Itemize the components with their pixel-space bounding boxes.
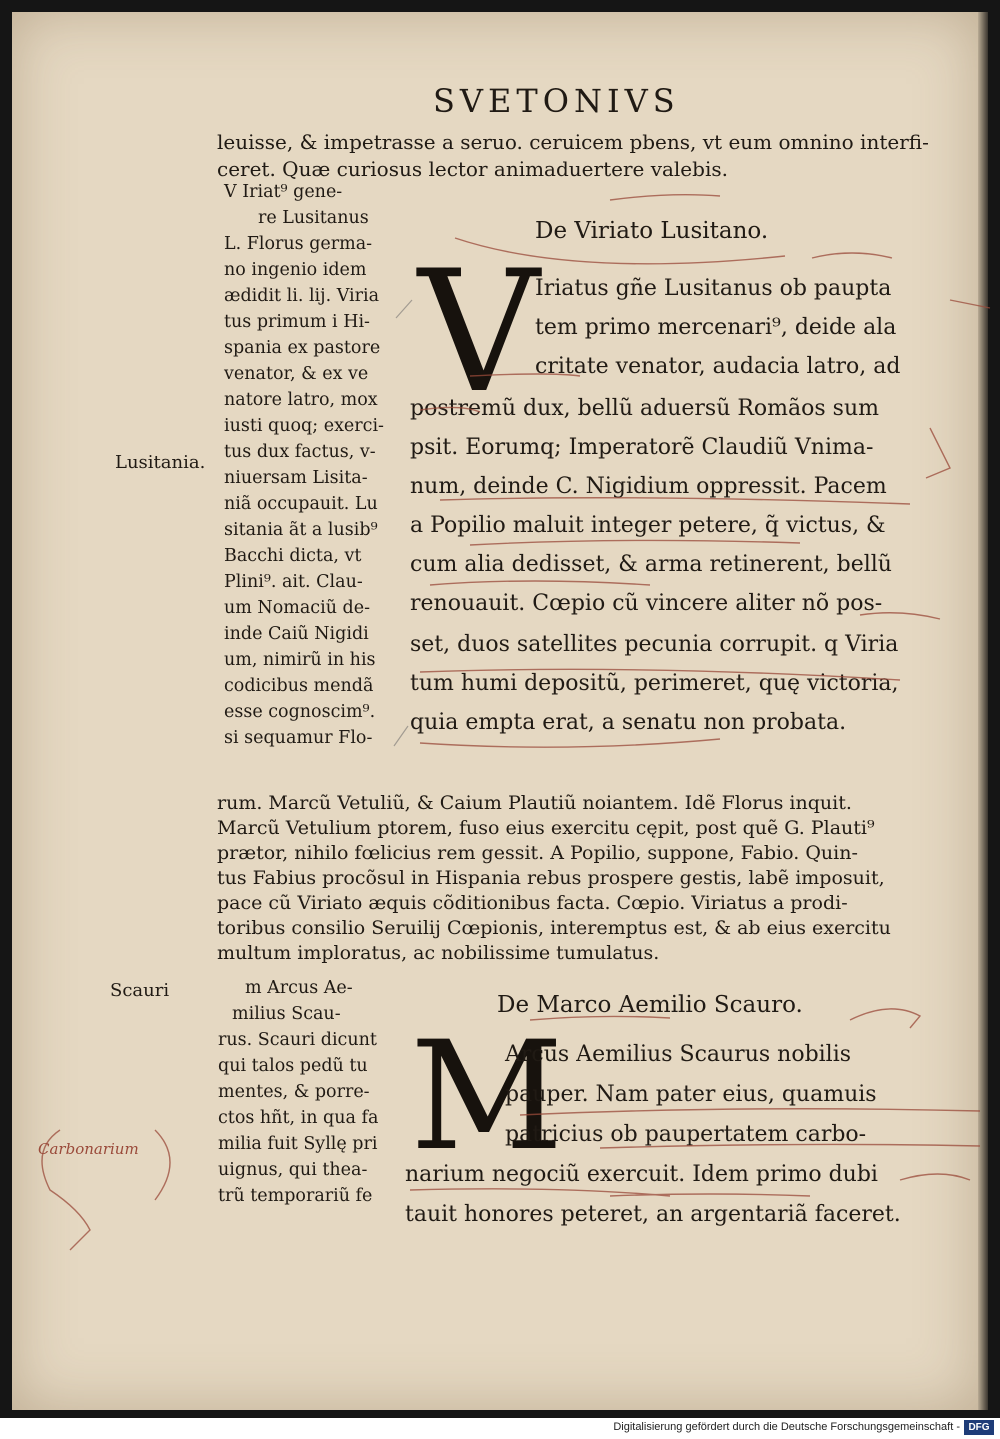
commentary-line: Bacchi dicta, vt [224,546,362,566]
commentary-line: spania ex pastore [224,338,381,358]
main-text-line: a Popilio maluit integer petere, q̃ victus, & [410,513,886,538]
commentary-line: esse cognoscim⁹. [224,702,376,722]
commentary-line: no ingenio idem [224,260,367,280]
margin-note-lusitania: Lusitania. [115,452,206,473]
commentary-line: qui talos pedũ tu [218,1056,368,1076]
commentary-line: milia fuit Syllę pri [218,1134,378,1154]
main-text-line: Iriatus gñe Lusitanus ob paupta [535,276,892,301]
main-text-line: pauper. Nam pater eius, quamuis [505,1082,877,1107]
commentary-line: niuersam Lisita- [224,468,368,488]
commentary-line: venator, & ex ve [224,364,369,384]
main-text-line: narium negociũ exercuit. Idem primo dubi [405,1162,878,1187]
commentary-line: milius Scau- [232,1004,341,1024]
commentary-line: mentes, & porre- [218,1082,370,1102]
commentary-full-line: pace cũ Viriato æquis cõditionibus facta. Cœpio. Viriatus a prodi- [217,892,848,914]
commentary-line: si sequamur Flo- [224,728,373,748]
section-heading-viriatus: De Viriato Lusitano. [535,218,769,244]
main-text-line: renouauit. Cœpio cũ vincere aliter nõ pos- [410,591,883,616]
main-text-line: psit. Eorumq; Imperatorẽ Claudiũ Vnima- [410,435,874,460]
main-text-line: Arcus Aemilius Scaurus nobilis [505,1042,852,1067]
commentary-line: ctos hñt, in qua fa [218,1108,379,1128]
drop-cap-v: V [418,234,540,430]
main-text-line: tum humi depositũ, perimeret, quę victoria, [410,671,899,696]
section-heading-scaurus: De Marco Aemilio Scauro. [497,992,803,1018]
intro-line: leuisse, & impetrasse a seruo. ceruicem pbens, vt eum omnino interfi- [217,130,929,154]
running-title: SVETONIVS [433,82,680,120]
commentary-line: tus dux factus, v- [224,442,376,462]
main-text-line: num, deinde C. Nigidium oppressit. Pacem [410,474,887,499]
commentary-line: Plini⁹. ait. Clau- [224,572,363,592]
main-text-line: postremũ dux, bellũ aduersũ Romãos sum [410,396,879,421]
margin-note-scauri: Scauri [110,980,170,1001]
commentary-full-line: tus Fabius procõsul in Hispania rebus prospere gestis, labẽ imposuit, [217,867,885,889]
commentary-line: sitania ãt a lusib⁹ [224,520,378,540]
main-text-line: patricius ob paupertatem carbo- [505,1122,867,1147]
commentary-line: m Arcus Ae- [245,978,353,998]
commentary-line: codicibus mendã [224,676,374,696]
commentary-line: natore latro, mox [224,390,378,410]
commentary-full-line: rum. Marcũ Vetuliũ, & Caium Plautiũ noiantem. Idẽ Florus inquit. [217,792,852,814]
drop-cap-m: M [410,1010,564,1184]
commentary-line: tus primum i Hi- [224,312,370,332]
commentary-line: rus. Scauri dicunt [218,1030,377,1050]
main-text-line: cum alia dedisset, & arma retinerent, bellũ [410,552,892,577]
commentary-line: inde Caiũ Nigidi [224,624,369,644]
commentary-line: niã occupauit. Lu [224,494,378,514]
dfg-logo: DFG [964,1420,994,1435]
commentary-line: um Nomaciũ de- [224,598,371,618]
commentary-line: iusti quoq; exerci- [224,416,384,436]
commentary-line: re Lusitanus [258,208,369,228]
main-text-line: tauit honores peteret, an argentariã faceret. [405,1202,901,1227]
commentary-full-line: prætor, nihilo fœlicius rem gessit. A Popilio, suppone, Fabio. Quin- [217,842,858,864]
commentary-line: uignus, qui thea- [218,1160,368,1180]
commentary-line: trũ temporariũ fe [218,1186,373,1206]
handwritten-margin-note: Carbonarium [38,1140,139,1158]
main-text-line: tem primo mercenari⁹, deide ala [535,315,897,340]
commentary-line: ædidit li. lij. Viria [224,286,380,306]
commentary-line: um, nimirũ in his [224,650,376,670]
commentary-line: V Iriat⁹ gene- [224,182,343,202]
commentary-full-line: Marcũ Vetulium ptorem, fuso eius exercitu cępit, post quẽ G. Plauti⁹ [217,817,875,839]
commentary-full-line: multum imploratus, ac nobilissime tumulatus. [217,942,660,964]
main-text-line: quia empta erat, a senatu non probata. [410,710,847,735]
footer-credit: Digitalisierung gefördert durch die Deutsche Forschungsgemeinschaft - [613,1421,960,1433]
main-text-line: set, duos satellites pecunia corrupit. q Viria [410,632,899,657]
intro-line: ceret. Quæ curiosus lector animaduertere valebis. [217,157,728,181]
commentary-line: L. Florus germa- [224,234,373,254]
commentary-full-line: toribus consilio Seruilij Cœpionis, interemptus est, & ab eius exercitu [217,917,891,939]
main-text-line: critate venator, audacia latro, ad [535,354,901,379]
